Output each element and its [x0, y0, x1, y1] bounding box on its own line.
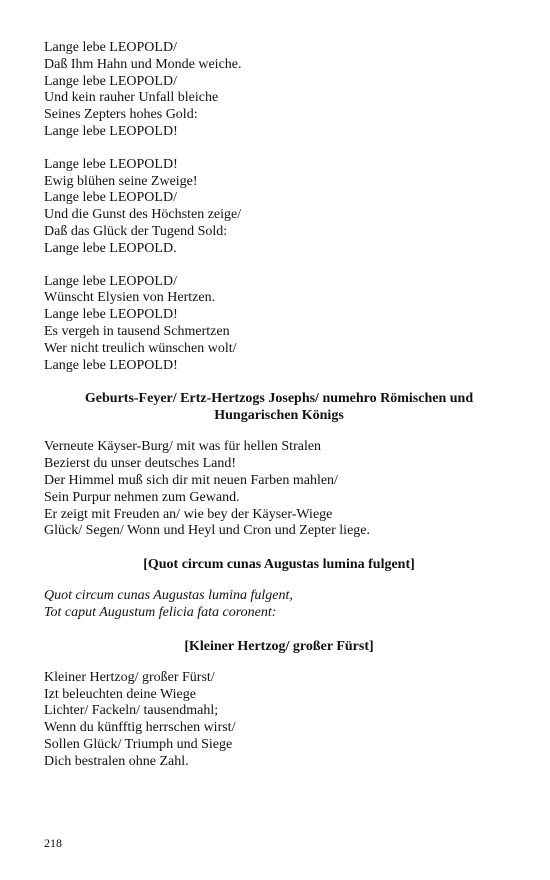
section-title-geburts-feyer	[44, 390, 514, 424]
verse-line: Lange lebe LEOPOLD.	[44, 240, 177, 256]
section-title-line-1: Geburts-Feyer/ Ertz-Hertzogs Josephs/ numehro Römischen und	[84, 391, 474, 407]
section-title-line-2: Hungarischen Königs	[214, 408, 344, 424]
verse-line: Und die Gunst des Höchsten zeige/	[44, 207, 242, 223]
verse-line: Es vergeh in tausend Schmertzen	[44, 323, 230, 339]
page-number: 218	[44, 836, 62, 850]
verse-line: Sein Purpur nehmen zum Gewand.	[44, 489, 240, 505]
stanza-2	[44, 157, 514, 258]
section-title-kleiner-hertzog: [Kleiner Hertzog/ großer Fürst]	[184, 638, 374, 654]
verse-line-latin: Tot caput Augustum felicia fata coronent:	[44, 604, 277, 620]
verse-line: Sollen Glück/ Triumph und Siege	[44, 736, 233, 752]
verse-line: Lange lebe LEOPOLD/	[44, 40, 177, 55]
page-content	[44, 40, 514, 787]
stanza-1	[44, 40, 514, 141]
verse-line: Lichter/ Fackeln/ tausendmahl;	[44, 703, 219, 719]
verse-line: Verneute Käyser-Burg/ mit was für hellen Stralen	[44, 439, 322, 455]
verse-line: Er zeigt mit Freuden an/ wie bey der Käyser-Wiege	[44, 506, 333, 522]
verse-line: Daß Ihm Hahn und Monde weiche.	[44, 56, 242, 72]
verse-line: Lange lebe LEOPOLD!	[44, 156, 178, 172]
verse-line: Glück/ Segen/ Wonn und Heyl und Cron und Zepter liege.	[44, 523, 370, 539]
section-title-quot-circum: [Quot circum cunas Augustas lumina fulgent]	[143, 557, 415, 573]
verse-line: Bezierst du unser deutsches Land!	[44, 456, 237, 472]
verse-line: Lange lebe LEOPOLD/	[44, 190, 177, 206]
stanza-3	[44, 274, 514, 375]
verse-line: Ewig blühen seine Zweige!	[44, 173, 198, 189]
stanza-geburts-feyer	[44, 439, 514, 540]
verse-line: Wer nicht treulich wünschen wolt/	[44, 340, 237, 356]
verse-line: Lange lebe LEOPOLD!	[44, 123, 178, 139]
verse-line: Kleiner Hertzog/ großer Fürst/	[44, 669, 215, 685]
verse-line: Und kein rauher Unfall bleiche	[44, 90, 219, 106]
stanza-latin	[44, 588, 514, 622]
verse-line: Lange lebe LEOPOLD/	[44, 73, 177, 89]
verse-line: Dich bestralen ohne Zahl.	[44, 753, 189, 769]
verse-line: Lange lebe LEOPOLD!	[44, 307, 178, 323]
verse-line: Lange lebe LEOPOLD/	[44, 273, 177, 289]
verse-line-latin: Quot circum cunas Augustas lumina fulgent,	[44, 588, 293, 604]
verse-line: Der Himmel muß sich dir mit neuen Farben mahlen/	[44, 472, 338, 488]
verse-line: Izt beleuchten deine Wiege	[44, 686, 196, 702]
verse-line: Daß das Glück der Tugend Sold:	[44, 223, 228, 239]
stanza-kleiner-hertzog	[44, 670, 514, 771]
verse-line: Wünscht Elysien von Hertzen.	[44, 290, 216, 306]
verse-line: Seines Zepters hohes Gold:	[44, 107, 198, 123]
verse-line: Wenn du künfftig herrschen wirst/	[44, 720, 236, 736]
verse-line: Lange lebe LEOPOLD!	[44, 357, 178, 373]
